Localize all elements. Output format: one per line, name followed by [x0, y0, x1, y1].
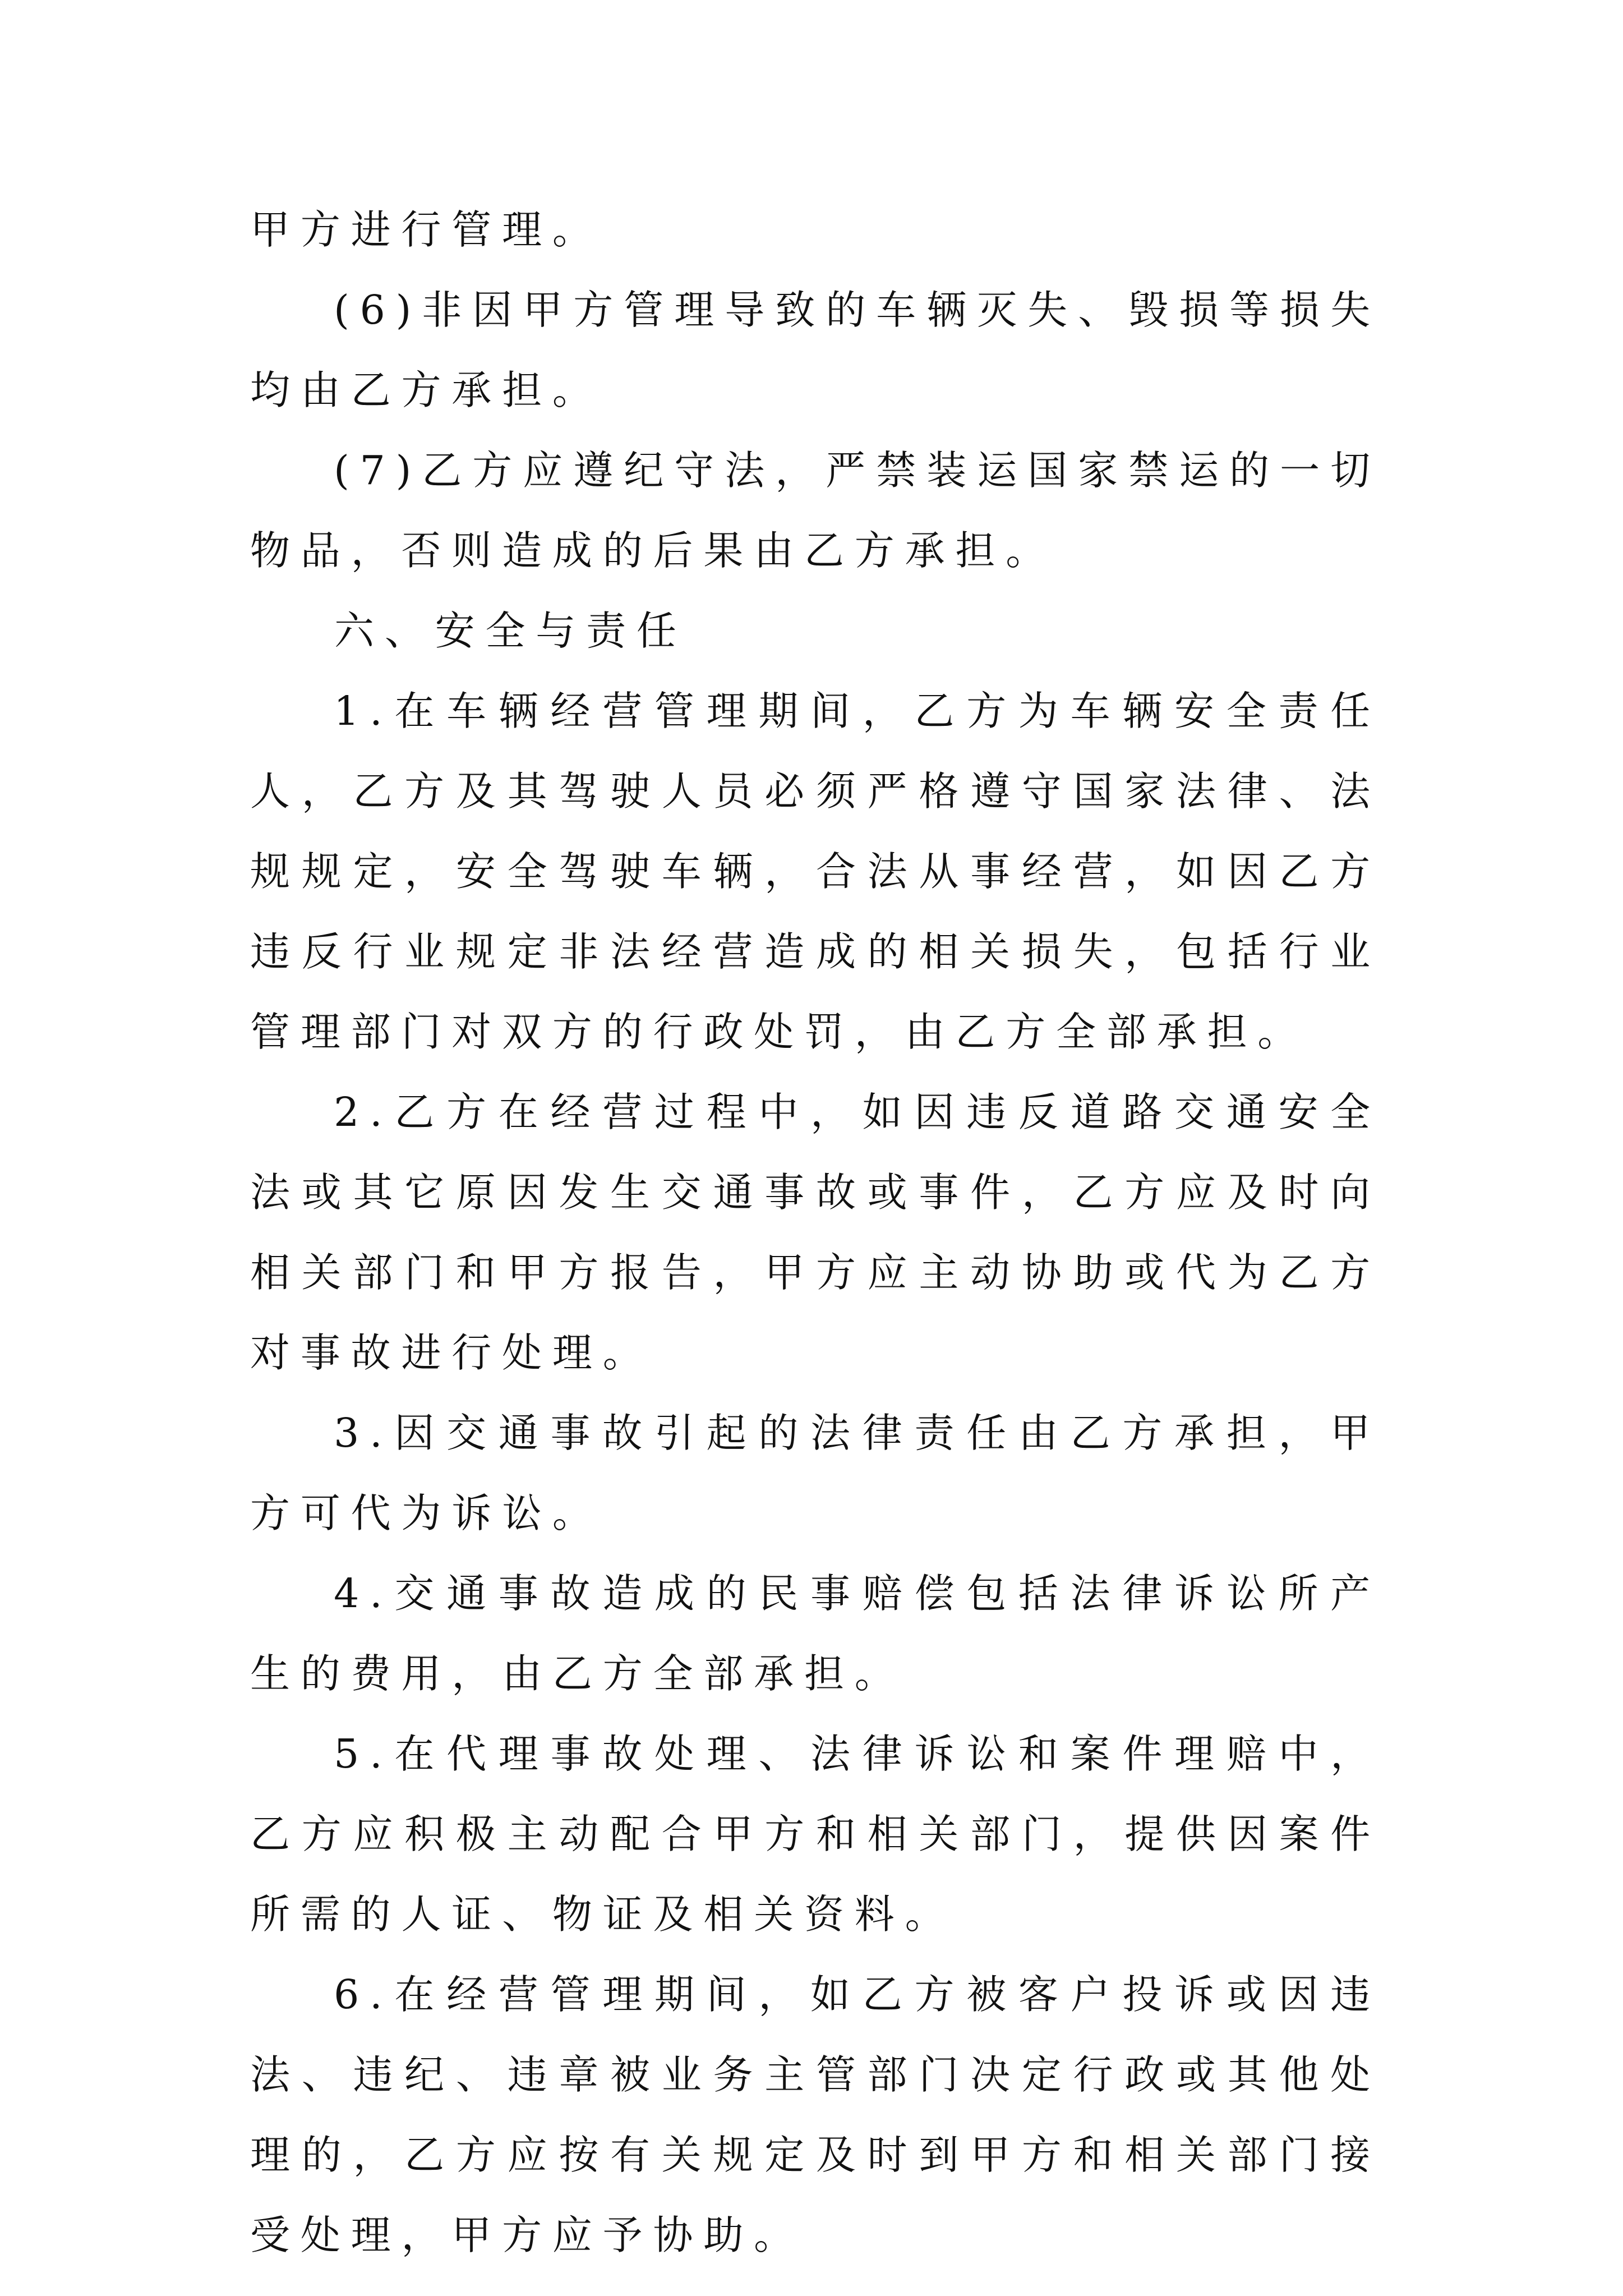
paragraph-clause-2: 2.乙方在经营过程中，如因违反道路交通安全法或其它原因发生交通事故或事件，乙方应及时向相关部门和甲方报告，甲方应主动协助或代为乙方对事故进行处理。 [250, 1089, 1381, 1376]
paragraph-item-7: (7)乙方应遵纪守法，严禁装运国家禁运的一切物品，否则造成的后果由乙方承担。 [250, 447, 1381, 574]
section-heading-safety-responsibility: 六、安全与责任 [334, 608, 687, 654]
paragraph-clause-3: 3.因交通事故引起的法律责任由乙方承担，甲方可代为诉讼。 [250, 1410, 1381, 1536]
paragraph-continuation: 甲方进行管理。 [250, 206, 603, 253]
paragraph-clause-1: 1.在车辆经营管理期间，乙方为车辆安全责任人，乙方及其驾驶人员必须严格遵守国家法律、法规规定，安全驾驶车辆，合法从事经营，如因乙方违反行业规定非法经营造成的相关损失，包括行业管理部门对双方的行政处罚，由乙方全部承担。 [250, 688, 1381, 1055]
paragraph-clause-5: 5.在代理事故处理、法律诉讼和案件理赔中，乙方应积极主动配合甲方和相关部门，提供因案件所需的人证、物证及相关资料。 [250, 1731, 1381, 1938]
paragraph-item-6: (6)非因甲方管理导致的车辆灭失、毁损等损失均由乙方承担。 [250, 287, 1381, 413]
document-page [250, 190, 1381, 2275]
paragraph-clause-4: 4.交通事故造成的民事赔偿包括法律诉讼所产生的费用，由乙方全部承担。 [250, 1570, 1381, 1697]
paragraph-clause-6: 6.在经营管理期间，如乙方被客户投诉或因违法、违纪、违章被业务主管部门决定行政或其他处理的，乙方应按有关规定及时到甲方和相关部门接受处理，甲方应予协助。 [250, 1971, 1381, 2258]
